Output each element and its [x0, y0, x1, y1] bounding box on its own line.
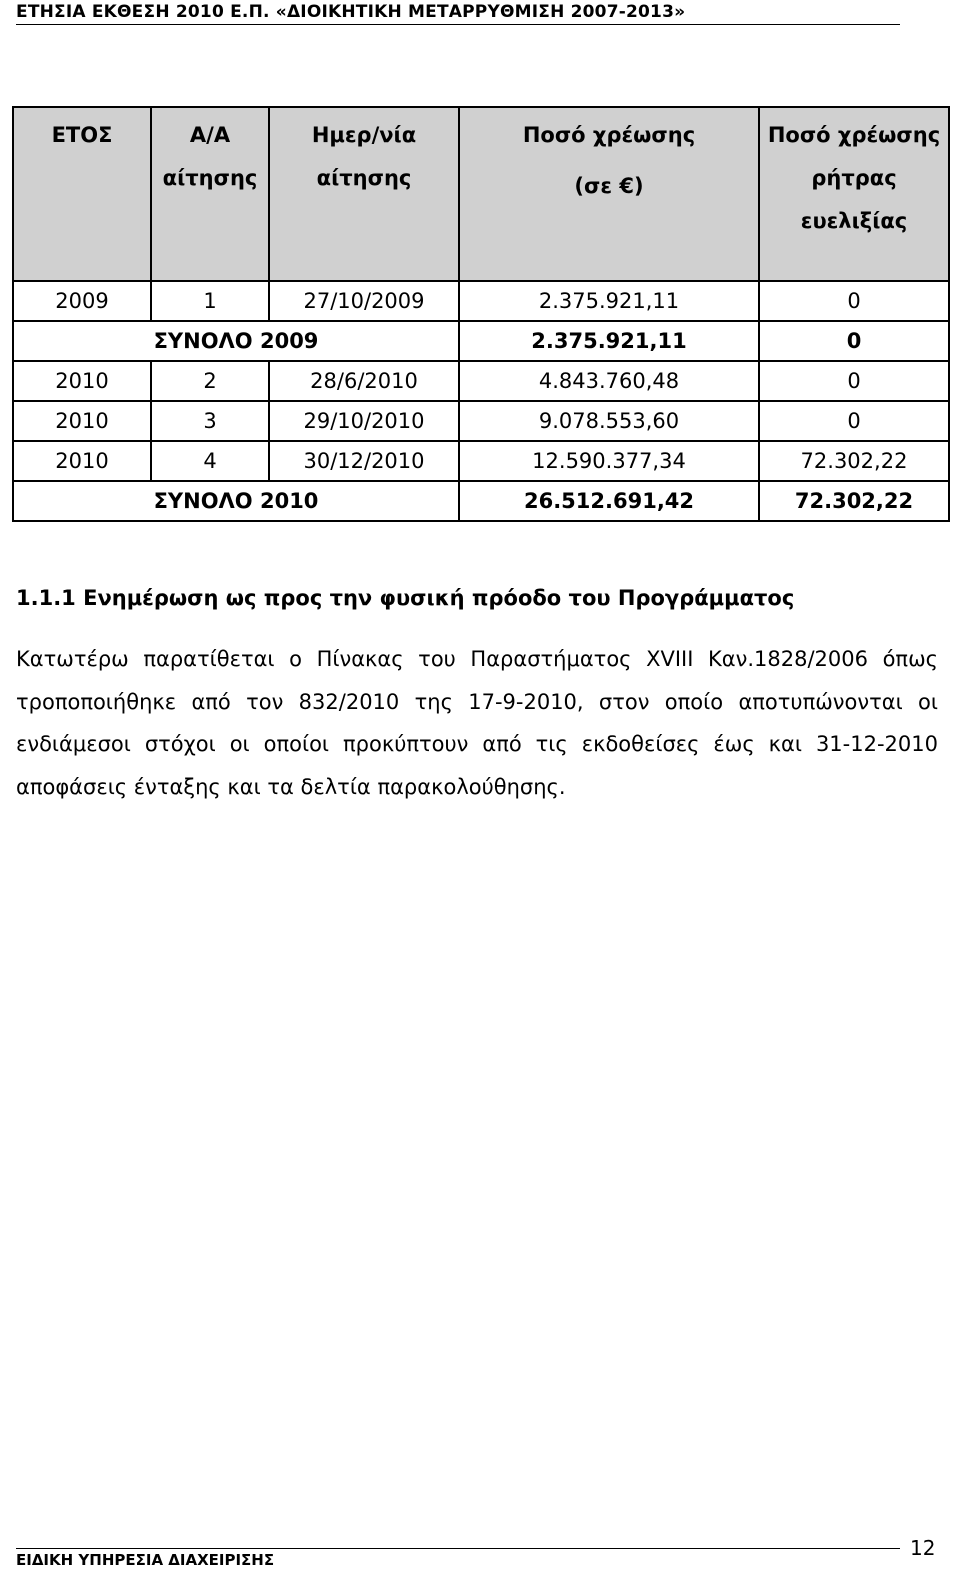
cell-date: 30/12/2010	[269, 441, 459, 481]
footer-divider	[16, 1548, 900, 1549]
page-number: 12	[910, 1536, 936, 1560]
cell-date: 29/10/2010	[269, 401, 459, 441]
cell-year: 2010	[13, 361, 151, 401]
header-date: Ημερ/νία αίτησης	[269, 107, 459, 281]
cell-date: 27/10/2009	[269, 281, 459, 321]
total-amount: 26.512.691,42	[459, 481, 759, 521]
cell-aa: 4	[151, 441, 269, 481]
cell-aa: 1	[151, 281, 269, 321]
cell-date: 28/6/2010	[269, 361, 459, 401]
cell-amount: 2.375.921,11	[459, 281, 759, 321]
running-header: ΕΤΗΣΙΑ ΕΚΘΕΣΗ 2010 Ε.Π. «ΔΙΟΙΚΗΤΙΚΗ ΜΕΤΑΡΡΥΘΜΙΣΗ 2007-2013»	[16, 2, 900, 25]
cell-aa: 2	[151, 361, 269, 401]
section-heading: 1.1.1 Ενημέρωση ως προς την φυσική πρόοδο του Προγράμματος	[16, 586, 795, 610]
cell-year: 2010	[13, 401, 151, 441]
table-row	[13, 361, 949, 401]
body-paragraph: Κατωτέρω παρατίθεται ο Πίνακας του Παραστήματος XVIII Καν.1828/2006 όπως τροποποιήθηκε από τον 832/2010 της 17-9-2010, στον οποίο αποτυπώνονται οι ενδιάμεσοι στόχοι οι οποίοι προκύπτουν από τις εκδοθείσες έως και 31-12-2010 αποφάσεις ένταξης και τα δελτία παρακολούθησης.	[16, 647, 938, 799]
table-row	[13, 281, 949, 321]
charges-table	[12, 106, 950, 522]
total-amount: 2.375.921,11	[459, 321, 759, 361]
table-row	[13, 441, 949, 481]
cell-amount: 12.590.377,34	[459, 441, 759, 481]
table-row	[13, 401, 949, 441]
header-amount: Ποσό χρέωσης (σε €)	[459, 107, 759, 281]
total-row-2009	[13, 321, 949, 361]
total-label: ΣΥΝΟΛΟ 2010	[13, 481, 459, 521]
cell-flex: 0	[759, 281, 949, 321]
cell-aa: 3	[151, 401, 269, 441]
header-aa: Α/Α αίτησης	[151, 107, 269, 281]
cell-flex: 0	[759, 401, 949, 441]
total-flex: 0	[759, 321, 949, 361]
cell-flex: 0	[759, 361, 949, 401]
header-year: ΕΤΟΣ	[13, 107, 151, 281]
total-flex: 72.302,22	[759, 481, 949, 521]
total-label: ΣΥΝΟΛΟ 2009	[13, 321, 459, 361]
cell-amount: 4.843.760,48	[459, 361, 759, 401]
cell-year: 2010	[13, 441, 151, 481]
cell-amount: 9.078.553,60	[459, 401, 759, 441]
header-flex-amount: Ποσό χρέωσης ρήτρας ευελιξίας	[759, 107, 949, 281]
cell-year: 2009	[13, 281, 151, 321]
total-row-2010	[13, 481, 949, 521]
footer-label: ΕΙΔΙΚΗ ΥΠΗΡΕΣΙΑ ΔΙΑΧΕΙΡΙΣΗΣ	[16, 1551, 275, 1569]
cell-flex: 72.302,22	[759, 441, 949, 481]
table-header-row	[13, 107, 949, 281]
